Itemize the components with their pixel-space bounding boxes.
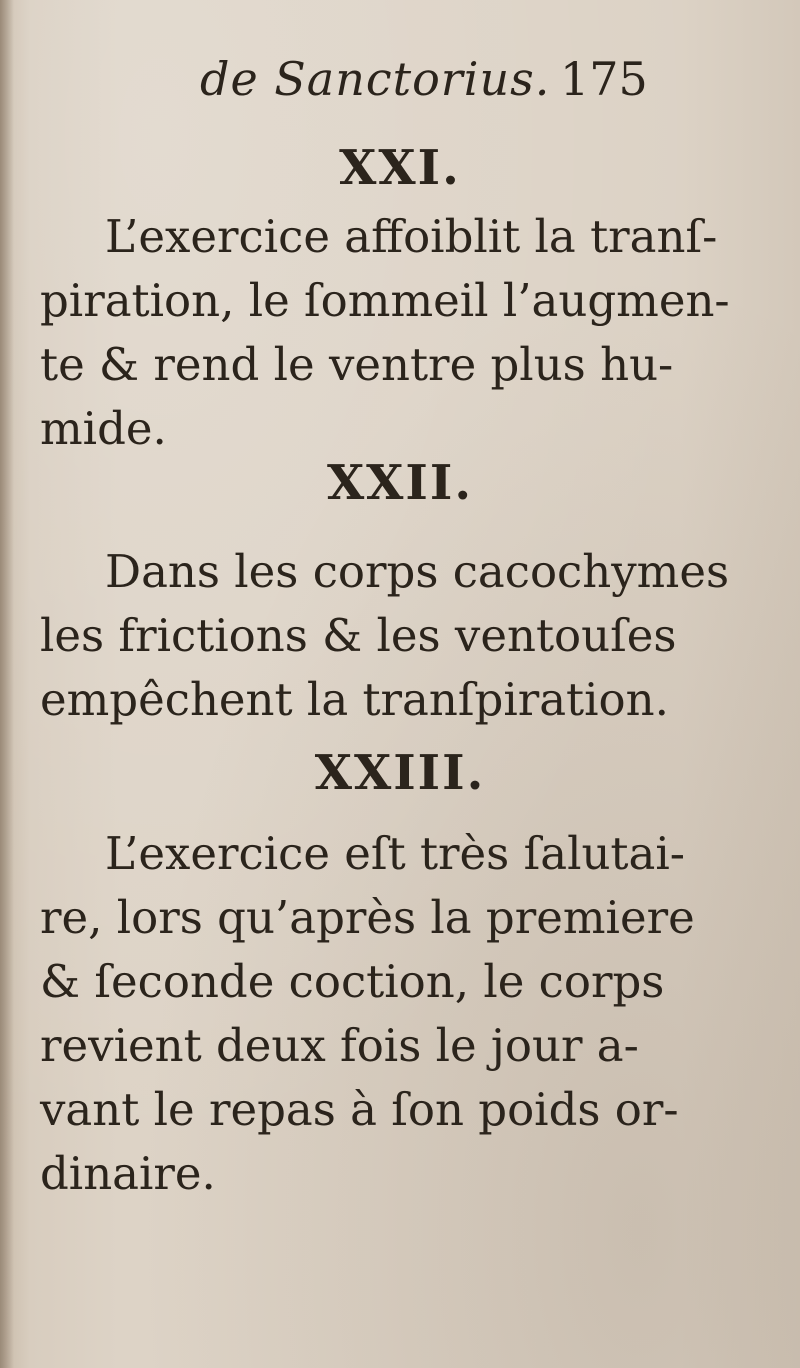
text-line: les frictions & les ventouſes xyxy=(40,609,677,662)
section-text-xxiii xyxy=(40,822,760,1206)
section-text-xxii xyxy=(40,540,760,732)
page-spine-shadow xyxy=(0,0,14,1368)
text-line: mide. xyxy=(40,402,167,455)
page-number: 175 xyxy=(560,52,648,106)
page-header xyxy=(0,52,800,112)
text-line: empêchent la tranſpiration. xyxy=(40,673,669,726)
text-line: re, lors qu’après la premiere xyxy=(40,891,695,944)
text-line: & ſeconde coction, le corps xyxy=(40,955,665,1008)
text-line: revient deux fois le jour a- xyxy=(40,1019,639,1072)
section-numeral-xxiii: XXIII. xyxy=(314,745,486,801)
text-line: Dans les corps cacochymes xyxy=(105,545,730,598)
section-numeral-xxii: XXII. xyxy=(326,455,474,511)
text-line: L’exercice affoiblit la tranſ- xyxy=(105,210,718,263)
running-title: de Sanctorius. xyxy=(200,52,551,106)
text-line: vant le repas à ſon poids or- xyxy=(40,1083,679,1136)
text-line: L’exercice eſt très ſalutai- xyxy=(105,827,685,880)
section-numeral-xxi: XXI. xyxy=(339,140,461,196)
section-text-xxi xyxy=(40,205,760,461)
text-line: piration, le ſommeil l’augmen- xyxy=(40,274,730,327)
text-line: dinaire. xyxy=(40,1147,216,1200)
text-line: te & rend le ventre plus hu- xyxy=(40,338,674,391)
